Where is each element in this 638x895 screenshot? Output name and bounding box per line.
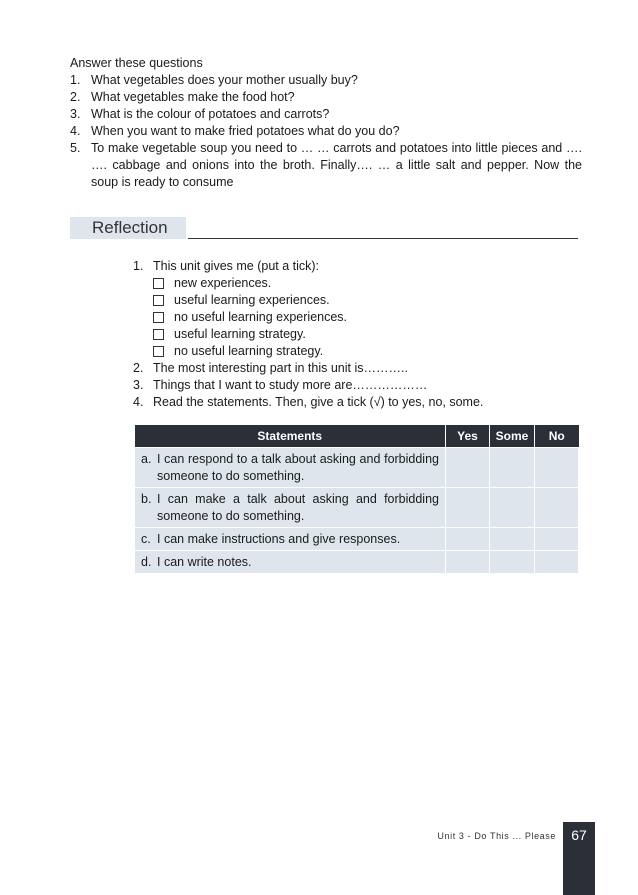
yes-cell[interactable]: [446, 488, 490, 528]
checkbox[interactable]: [153, 295, 164, 306]
question-text: What is the colour of potatoes and carrots?: [91, 107, 330, 121]
statement-cell: c. I can make instructions and give responses.: [135, 528, 446, 551]
yes-cell[interactable]: [446, 448, 490, 488]
footer-unit-title: Unit 3 - Do This ... Please: [437, 831, 556, 841]
header-some: Some: [490, 425, 535, 448]
questions-section: [70, 55, 582, 191]
list-item: 5. To make vegetable soup you need to … … carrots and potatoes into little pieces and …. …. cabbage and onions into the broth. Finally…. … a little salt and pepper. Now the soup is ready to consume: [70, 141, 582, 189]
table-row: [135, 551, 579, 574]
header-statements: Statements: [135, 425, 446, 448]
statements-table: [134, 425, 579, 574]
option-row: no useful learning strategy.: [153, 343, 583, 360]
question-text: What vegetables does your mother usually buy?: [91, 73, 358, 87]
header-yes: Yes: [446, 425, 490, 448]
no-cell[interactable]: [535, 528, 579, 551]
tick-options: [133, 275, 583, 360]
yes-cell[interactable]: [446, 551, 490, 574]
table-row: [135, 488, 579, 528]
yes-cell[interactable]: [446, 528, 490, 551]
table-row: [135, 448, 579, 488]
question-text: When you want to make fried potatoes what do you do?: [91, 124, 400, 138]
table-row: [135, 528, 579, 551]
list-item: 2. The most interesting part in this unit is………..: [133, 361, 408, 375]
no-cell[interactable]: [535, 448, 579, 488]
some-cell[interactable]: [490, 448, 535, 488]
no-cell[interactable]: [535, 488, 579, 528]
list-item: 4. When you want to make fried potatoes what do you do?: [70, 124, 400, 138]
list-item: 4. Read the statements. Then, give a tick (√) to yes, no, some.: [133, 395, 484, 409]
table-header-row: [135, 425, 579, 448]
section-title: Answer these questions: [70, 56, 203, 70]
option-row: useful learning experiences.: [153, 292, 583, 309]
list-item: 1. This unit gives me (put a tick):: [133, 259, 320, 273]
question-list: [70, 72, 582, 191]
statement-cell: d. I can write notes.: [135, 551, 446, 574]
header-no: No: [535, 425, 579, 448]
some-cell[interactable]: [490, 528, 535, 551]
option-row: no useful learning experiences.: [153, 309, 583, 326]
some-cell[interactable]: [490, 551, 535, 574]
question-text: What vegetables make the food hot?: [91, 90, 295, 104]
list-item: 1. What vegetables does your mother usually buy?: [70, 73, 358, 87]
reflection-header: [70, 217, 578, 239]
list-item: 3. What is the colour of potatoes and carrots?: [70, 107, 330, 121]
checkbox[interactable]: [153, 278, 164, 289]
reflection-heading: Reflection: [70, 217, 186, 239]
statement-cell: a. I can respond to a talk about asking and forbidding someone to do something.: [135, 448, 446, 488]
option-row: new experiences.: [153, 275, 583, 292]
reflection-list: [133, 258, 583, 411]
no-cell[interactable]: [535, 551, 579, 574]
question-text: To make vegetable soup you need to … … carrots and potatoes into little pieces and …. …. cabbage and onions into the broth. Finally…. … a little salt and pepper. Now the soup is ready to consume: [91, 141, 582, 189]
checkbox[interactable]: [153, 329, 164, 340]
some-cell[interactable]: [490, 488, 535, 528]
page-number: 67: [563, 822, 595, 895]
divider: [188, 238, 578, 239]
option-row: useful learning strategy.: [153, 326, 583, 343]
checkbox[interactable]: [153, 346, 164, 357]
statement-cell: b. I can make a talk about asking and forbidding someone to do something.: [135, 488, 446, 528]
list-item: 2. What vegetables make the food hot?: [70, 90, 295, 104]
checkbox[interactable]: [153, 312, 164, 323]
list-item: 3. Things that I want to study more are………………: [133, 378, 428, 392]
